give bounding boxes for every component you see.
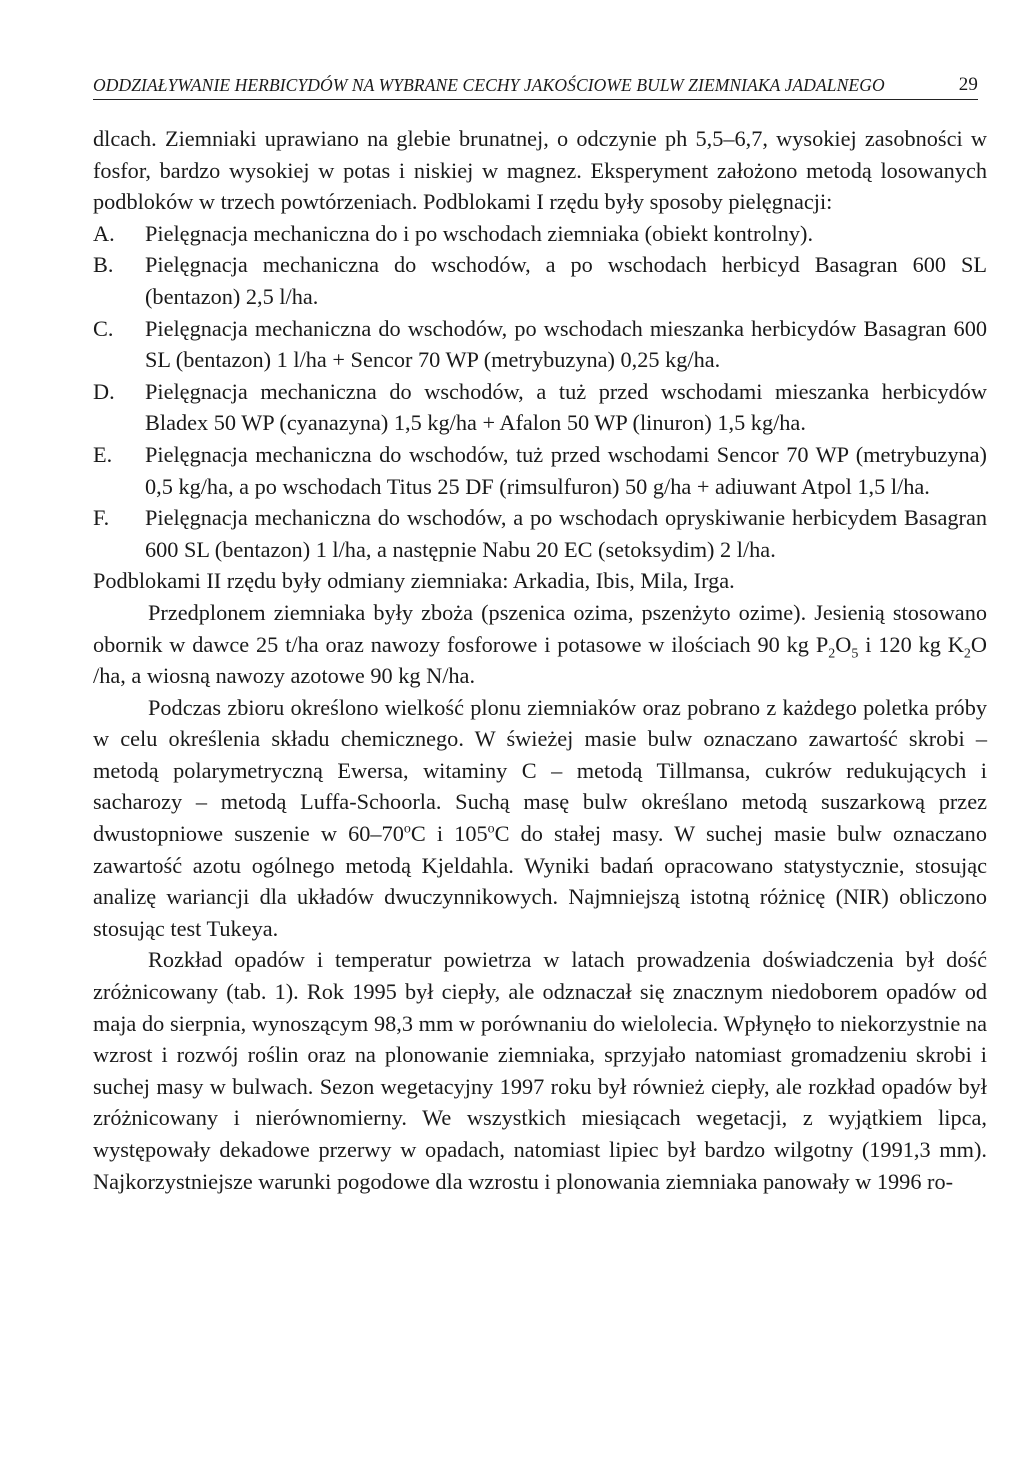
treatment-label: A. [93,220,115,246]
text-run: C do stałej masy. W suchej masie bulw oznaczano zawartość azotu ogólnego metodą Kjeldahla. Wyniki badań opracowano statystycznie, stosując analizę wariancji dla układów dwuczynnikowych. Najmniejszą istotną różnicę (NIR) obliczono stosując test Tukeya. [93,821,987,941]
treatment-text: Pielęgnacja mechaniczna do i po wschodach ziemniaka (obiekt kontrolny). [145,220,814,246]
paragraph-subblocks: Podblokami II rzędu były odmiany ziemniaka: Arkadia, Ibis, Mila, Irga. [93,568,735,594]
text-run: O [835,631,852,657]
text-run: Przedplonem ziemniaka były zboża (pszenica ozima, pszenżyto ozime). Jesienią stosowano obornik w dawce 25 t/ha oraz nawozy fosforowe i potasowe w ilościach 90 kg P [93,599,987,657]
treatment-label: B. [93,252,114,278]
subscript: 5 [851,645,859,661]
superscript: o [487,821,495,837]
body-text [93,123,987,1197]
superscript: o [403,821,411,837]
treatment-text: Pielęgnacja mechaniczna do wschodów, a tuż przed wschodami mieszanka herbicydów Bladex 50 WP (cyanazyna) 1,5 kg/ha + Afalon 50 WP (linuron) 1,5 kg/ha. [145,378,987,436]
treatment-text: Pielęgnacja mechaniczna do wschodów, a po wschodach herbicyd Basagran 600 SL (bentazon) 2,5 l/ha. [145,252,987,309]
text-run: C i 105 [410,821,488,847]
page-number: 29 [958,74,978,95]
treatment-list [93,218,987,566]
subscript: 2 [963,645,971,661]
treatment-text: Pielęgnacja mechaniczna do wschodów, tuż przed wschodami Sencor 70 WP (metrybuzyna) 0,5 kg/ha, a po wschodach Titus 25 DF (rimsulfuron) 50 g/ha + adiuwant Atpol 1,5 l/ha. [145,441,987,499]
paragraph-fertilization [93,597,987,692]
text-run: i 120 kg K [858,631,964,657]
treatment-label: C. [93,315,114,341]
treatment-text: Pielęgnacja mechaniczna do wschodów, po wschodach mieszanka herbicydów Basagran 600 SL (bentazon) 1 l/ha + Sencor 70 WP (metrybuzyna) 0,25 kg/ha. [145,315,987,373]
subscript: 2 [828,645,836,661]
treatment-text: Pielęgnacja mechaniczna do wschodów, a po wschodach opryskiwanie herbicydem Basagran 600 SL (bentazon) 1 l/ha, a następnie Nabu 20 EC (setoksydim) 2 l/ha. [145,505,987,562]
treatment-item-f [93,502,987,565]
text-run: Podczas zbioru określono wielkość plonu ziemniaków oraz pobrano z każdego poletka próby w celu określenia składu chemicznego. W świeżej masie bulw oznaczano zawartość skrobi – metodą polarymetryczną Ewersa, witaminy C – metodą Tillmansa, cukrów redukujących i sacharozy – metodą Luffa-Schoorla. Suchą masę bulw określano metodą suszarkową przez dwustopniowe suszenie w 60–70 [93,694,987,847]
paragraph-intro: dlcach. Ziemniaki uprawiano na glebie brunatnej, o odczynie ph 5,5–6,7, wysokiej zasobności w fosfor, bardzo wysokiej w potas i niskiej w magnez. Eksperyment założono metodą losowanych podbloków w trzech powtórzeniach. Podblokami I rzędu były sposoby pielęgnacji: [93,126,987,215]
treatment-item-d [93,376,987,439]
paragraph-weather: Rozkład opadów i temperatur powietrza w latach prowadzenia doświadczenia był dość zróżnicowany (tab. 1). Rok 1995 był ciepły, ale odznaczał się znacznym niedoborem opadów od maja do sierpnia, wynoszącym 98,3 mm w porównaniu do wielolecia. Wpłynęło to niekorzystnie na wzrost i rozwój roślin oraz na plonowanie ziemniaka, sprzyjało natomiast gromadzeniu skrobi i suchej masy w bulwach. Sezon wegetacyjny 1997 roku był również ciepły, ale rozkład opadów był zróżnicowany i nierównomierny. We wszystkich miesiącach wegetacji, z wyjątkiem lipca, występowały dekadowe przerwy w opadach, natomiast lipiec był bardzo wilgotny (1991,3 mm). Najkorzystniejsze warunki pogodowe dla wzrostu i plonowania ziemniaka panowały w 1996 ro- [93,947,987,1194]
treatment-label: E. [93,441,113,467]
treatment-item-e [93,439,987,502]
treatment-item-b [93,249,987,312]
treatment-item-c [93,313,987,376]
treatment-label: F. [93,505,110,531]
treatment-item-a [93,218,987,250]
treatment-label: D. [93,378,115,404]
paragraph-harvest-methods [93,692,987,945]
text-run: O /ha, a wiosną nawozy azotowe 90 kg N/ha. [93,631,987,689]
running-header-title: ODDZIAŁYWANIE HERBICYDÓW NA WYBRANE CECHY JAKOŚCIOWE BULW ZIEMNIAKA JADALNEGO [93,75,885,95]
running-header [93,74,978,100]
